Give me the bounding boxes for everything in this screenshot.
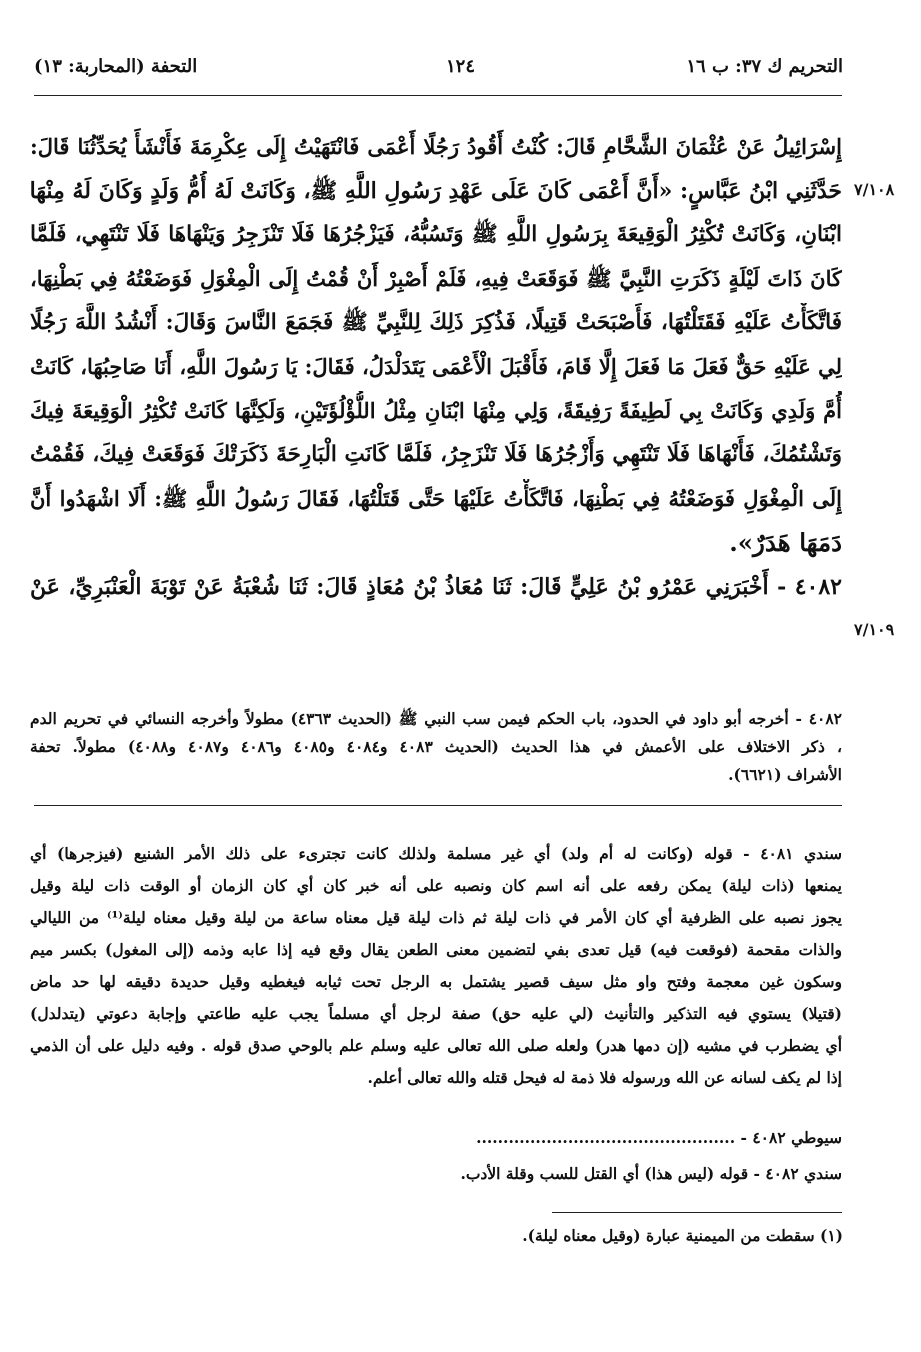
commentary-line: يمنعها (ذات ليلة) يمكن رفعه على أنه اسم كان ونصبه على أنه خبر كان أي كان الزمان أو الوقت ذات ليلة وقيل [30, 876, 842, 895]
commentary-line: سندي ٤٠٨١ - قوله (وكانت له أم ولد) أي غير مسلمة ولذلك كانت تجترىء على ذلك الأمر الشنيع (فيزجرها) أي [30, 844, 842, 863]
header-chapter-reference: التحريم ك ٣٧: ب ١٦ [686, 56, 843, 77]
header-tuhfa-reference: التحفة (المحاربة: ١٣) [34, 56, 198, 77]
commentary-line: يجوز نصبه على الظرفية أي كان الأمر في ذات ليلة ثم ذات ليلة قيل معناه ساعة من ليلة وقيل معناه ليلة⁽¹⁾ من الليالي [30, 908, 842, 927]
commentary-line: وسكون غين معجمة وفتح واو مثل سيف قصير يشتمل به الرجل تحت ثيابه فيغطيه وقيل حديدة دقيقه لها حد ماض [30, 972, 842, 991]
margin-reference-108: ٧/١٠٨ [854, 180, 895, 199]
commentary-line: (قتيلا) يستوي فيه التذكير والتأنيث (لي عليه حق) صفة لرجل أي مسلماً يجب عليه طاعتي وإجابة دعوتي (يتدلدل) [30, 1004, 842, 1023]
takhrij-line: ٤٠٨٢ - أخرجه أبو داود في الحدود، باب الحكم فيمن سب النبي ﷺ (الحديث ٤٣٦٣) مطولاً وأخرجه النسائي في تحريم الدم [30, 709, 842, 728]
hadith-line: إِسْرَائِيلُ عَنْ عُثْمَانَ الشَّحَّامِ قَالَ: كُنْتُ أَقُودُ رَجُلًا أَعْمَى فَانْتَهَيْتُ إِلَى عِكْرِمَةَ فَأَنْشَأَ يُحَدِّثُنَا قَالَ: [30, 134, 842, 159]
hadith-line: لِي عَلَيْهِ حَقٌّ فَعَلَ مَا فَعَلَ إِلَّا قَامَ، فَأَقْبَلَ الْأَعْمَى يَتَدَلْدَلُ، فَقَالَ: يَا رَسُولَ اللَّهِ، أَنَا صَاحِبُهَا، كَانَتْ [30, 354, 842, 379]
commentary-line: إذا لم يكف لسانه عن الله ورسوله فلا ذمة له فيحل قتله والله تعالى أعلم. [367, 1068, 842, 1087]
commentary-divider [34, 805, 842, 806]
hadith-line-4082: ٤٠٨٢ - أَخْبَرَنِي عَمْرُو بْنُ عَلِيٍّ قَالَ: ثَنَا مُعَاذُ بْنُ مُعَاذٍ قَالَ: ثَنَا شُعْبَةُ عَنْ تَوْبَةَ الْعَنْبَرِيِّ، عَنْ [30, 574, 842, 600]
hadith-line: ابْنَانِ، وَكَانَتْ تُكْثِرُ الْوَقِيعَةَ بِرَسُولِ اللَّهِ ﷺ وَتَسُبُّهُ، فَيَزْجُرُهَا فَلَا تَنْزَجِرُ وَيَنْهَاهَا فَلَا تَنْتَهِي، فَلَمَّا [30, 222, 842, 247]
suyuti-dots: ................................................ [476, 1128, 736, 1147]
footnote: (١) سقطت من الميمنية عبارة (وقيل معناه ليلة). [522, 1226, 843, 1245]
hadith-line: كَانَ ذَاتَ لَيْلَةٍ ذَكَرَتِ النَّبِيَّ ﷺ فَوَقَعَتْ فِيهِ، فَلَمْ أَصْبِرْ أَنْ قُمْتُ إِلَى الْمِغْوَلِ فَوَضَعْتُهُ فِي بَطْنِهَا، [30, 266, 842, 291]
hadith-line: حَدَّثَنِي ابْنُ عَبَّاسٍ: «أَنَّ أَعْمَى كَانَ عَلَى عَهْدِ رَسُولِ اللَّهِ ﷺ، وَكَانَتْ لَهُ أُمُّ وَلَدٍ وَكَانَ لَهُ مِنْهَا [30, 178, 842, 204]
takhrij-line: ، ذكر الاختلاف على الأعمش في هذا الحديث (الحديث ٤٠٨٣ و٤٠٨٤ و٤٠٨٥ و٤٠٨٦ و٤٠٨٧ و٤٠٨٨) مطولاً. تحفة [30, 737, 842, 756]
hadith-line: وَتَشْتُمُكَ، فَأَنْهَاهَا فَلَا تَنْتَهِي وَأَزْجُرُهَا فَلَا تَنْزَجِرُ، فَلَمَّا كَانَتِ الْبَارِحَةَ ذَكَرَتْكَ فَوَقَعَتْ فِيكَ، فَقُمْتُ [30, 442, 842, 467]
hadith-line: فَاتَّكَأْتُ عَلَيْهِ فَقَتَلْتُهَا، فَأَصْبَحَتْ قَتِيلًا، فَذُكِرَ ذَلِكَ لِلنَّبِيِّ ﷺ فَجَمَعَ النَّاسَ وَقَالَ: أَنْشُدُ اللَّهَ رَجُلًا [30, 310, 842, 335]
margin-reference-109: ٧/١٠٩ [854, 620, 895, 639]
footnote-divider [552, 1212, 842, 1213]
commentary-line: أي يضطرب في مشيه (إن دمها هدر) ولعله صلى الله تعالى عليه وسلم علم بالوحي صدق قوله . وفيه دليل على أن الذمي [30, 1036, 842, 1055]
page-number: ١٢٤ [445, 56, 475, 77]
header-divider [34, 95, 842, 96]
hadith-line: دَمَهَا هَدَرٌ». [729, 528, 842, 557]
suyuti-label: سيوطي ٤٠٨٢ - [740, 1128, 842, 1147]
sindi-4082: سندي ٤٠٨٢ - قوله (ليس هذا) أي القتل للسب وقلة الأدب. [460, 1164, 842, 1183]
takhrij-line: الأشراف (٦٦٢١). [728, 765, 842, 784]
hadith-line: إِلَى الْمِغْوَلِ فَوَضَعْتُهُ فِي بَطْنِهَا، فَاتَّكَأْتُ عَلَيْهَا حَتَّى قَتَلْتُهَا، فَقَالَ رَسُولُ اللَّهِ ﷺ: أَلَا اشْهَدُوا أَنَّ [30, 486, 842, 511]
commentary-line: والذات مقحمة (فوقعت فيه) قيل تعدى بفي لتضمين معنى الطعن يقال وقع فيه إذا عابه وذمه (إلى المغول) بكسر ميم [30, 940, 842, 959]
hadith-line: أُمَّ وَلَدِي وَكَانَتْ بِي لَطِيفَةً رَفِيقَةً، وَلِي مِنْهَا ابْنَانِ مِثْلُ اللُّؤْلُؤَتَيْنِ، وَلَكِنَّهَا كَانَتْ تُكْثِرُ الْوَقِيعَةَ فِيكَ [30, 398, 842, 423]
suyuti-4082 [30, 1124, 842, 1153]
